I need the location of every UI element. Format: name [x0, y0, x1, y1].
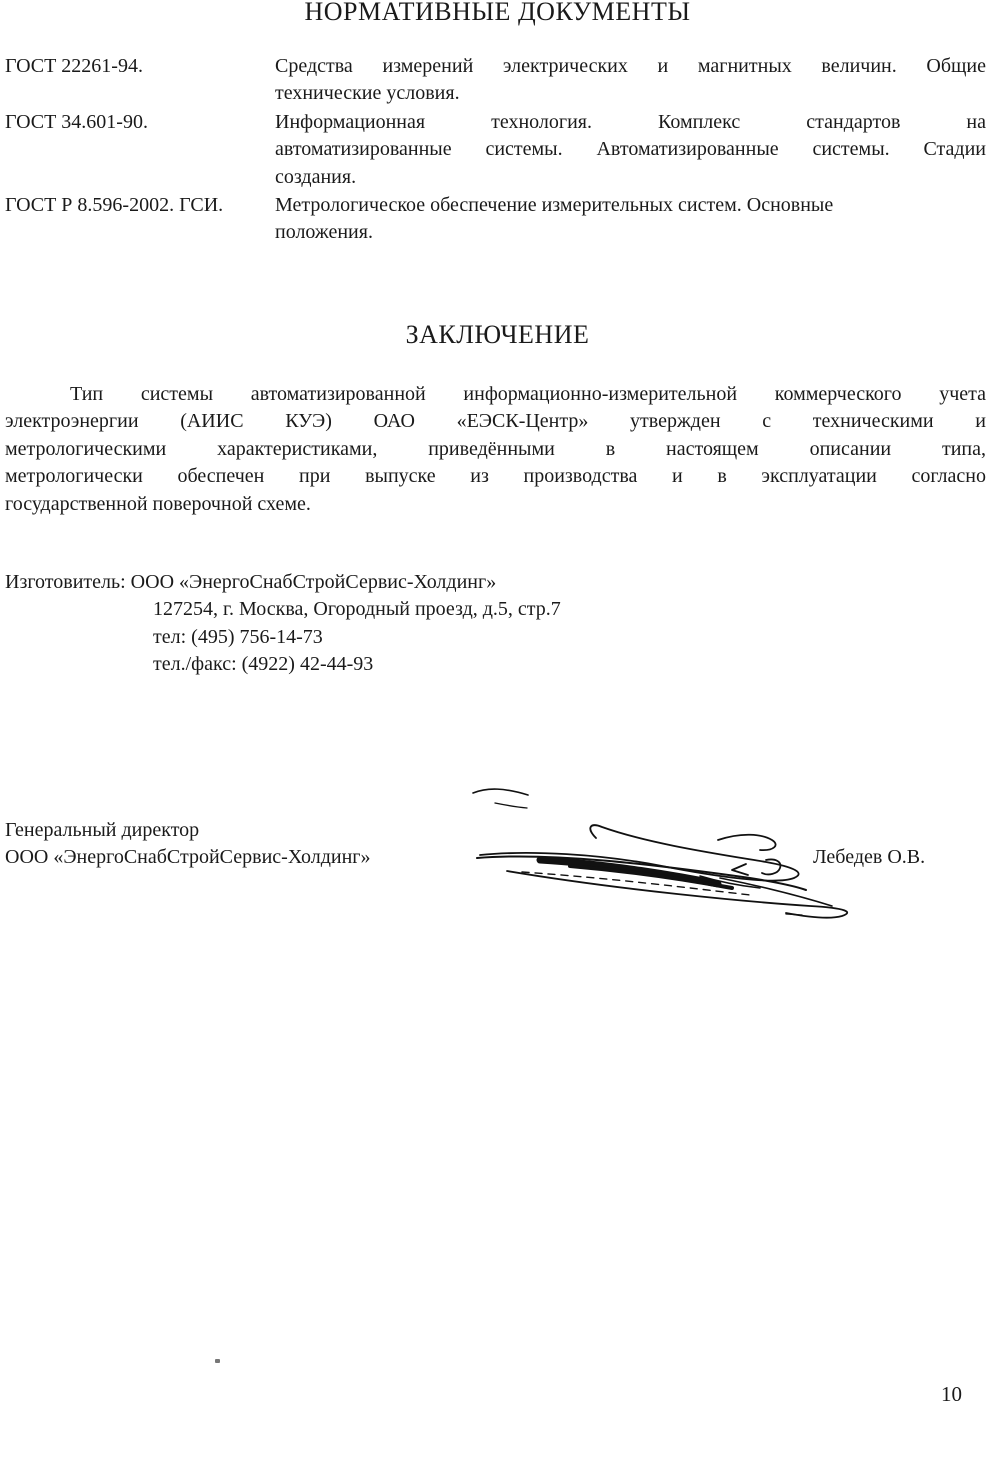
gost-code: ГОСТ 34.601-90. [5, 110, 148, 133]
manufacturer-block [5, 569, 905, 679]
text-line: Тип системы автоматизированной информационно-измерительной коммерческого учета [70, 383, 986, 405]
text-line: технические условия. [275, 82, 460, 105]
manufacturer-phone-fax: тел./факс: (4922) 42-44-93 [153, 653, 374, 676]
gost-description [275, 53, 986, 108]
gost-code: ГОСТ 22261-94. [5, 55, 143, 77]
text-line: положения. [275, 221, 373, 244]
manufacturer-phone: тел: (495) 756-14-73 [153, 625, 323, 648]
normative-documents-list [5, 53, 986, 247]
signatory-company: ООО «ЭнергоСнабСтройСервис-Холдинг» [5, 845, 371, 868]
text-line: метрологически обеспечен при выпуске из производства и в эксплуатации согласно [5, 465, 986, 488]
manufacturer-name-line: Изготовитель: ООО «ЭнергоСнабСтройСервис-Холдинг» [5, 571, 497, 593]
text-line: создания. [275, 165, 357, 188]
gost-description [275, 109, 986, 191]
signer-name: Лебедев О.В. [813, 846, 926, 868]
signatory-title-block [5, 817, 465, 870]
manufacturer-address: 127254, г. Москва, Огородный проезд, д.5, стр.7 [153, 598, 561, 621]
text-line: государственной поверочной схеме. [5, 492, 311, 515]
section-title-conclusion: ЗАКЛЮЧЕНИЕ [405, 320, 590, 349]
conclusion-paragraph [5, 381, 986, 518]
gost-code: ГОСТ Р 8.596-2002. ГСИ. [5, 194, 224, 217]
scan-artifact-dot [215, 1359, 220, 1363]
text-line: Средства измерений электрических и магнитных величин. Общие [275, 55, 986, 77]
section-title-normative-documents: НОРМАТИВНЫЕ ДОКУМЕНТЫ [304, 0, 691, 26]
text-line: электроэнергии (АИИС КУЭ) ОАО «ЕЭСК-Центр» утвержден с техническими и [5, 410, 986, 433]
text-line: Информационная технология. Комплекс стандартов на [275, 110, 986, 133]
gost-description [275, 192, 986, 247]
page-number: 10 [941, 1382, 962, 1406]
text-line: автоматизированные системы. Автоматизированные системы. Стадии [275, 138, 986, 161]
signatory-position: Генеральный директор [5, 819, 200, 841]
text-line: метрологическими характеристиками, приведёнными в настоящем описании типа, [5, 437, 986, 460]
text-line: Метрологическое обеспечение измерительных систем. Основные [275, 194, 834, 217]
